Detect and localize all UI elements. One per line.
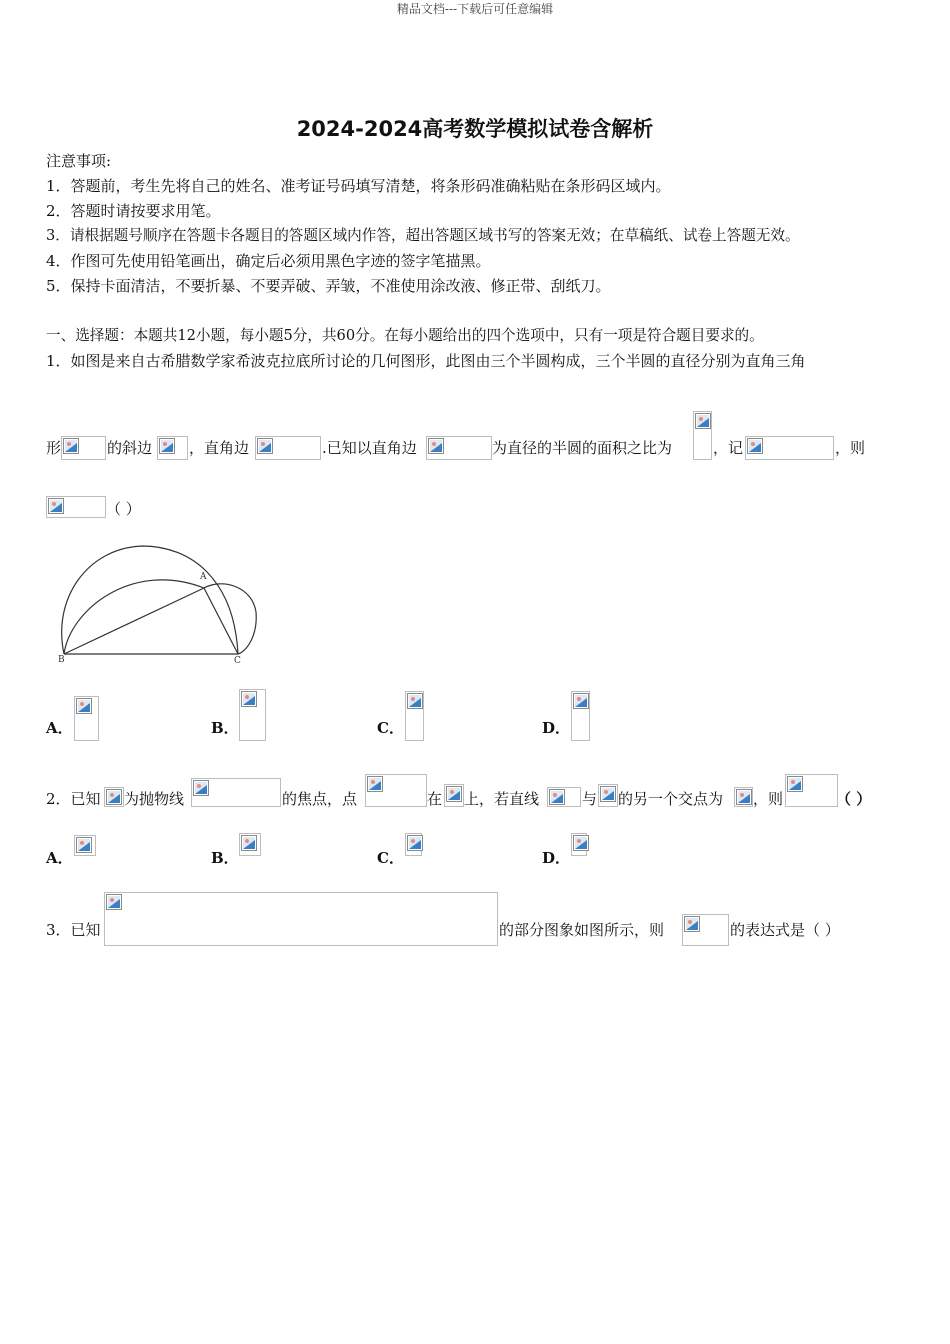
formula-image-placeholder	[191, 778, 281, 807]
notice-item: 5．保持卡面清洁，不要折暴、不要弄破、弄皱，不准使用涂改液、修正带、刮纸刀。	[46, 277, 611, 295]
broken-image-icon	[48, 498, 64, 514]
formula-image-placeholder	[74, 835, 96, 856]
formula-image-placeholder	[239, 689, 266, 741]
broken-image-icon	[106, 789, 122, 805]
formula-image-placeholder	[104, 892, 498, 946]
broken-image-icon	[193, 780, 209, 796]
broken-image-icon	[573, 693, 589, 709]
answer-paren: （ ）	[836, 790, 872, 808]
q2-text: 2．已知	[46, 790, 101, 808]
broken-image-icon	[787, 776, 803, 792]
semicircle-bc	[62, 546, 238, 654]
broken-image-icon	[76, 837, 92, 853]
formula-image-placeholder	[239, 833, 261, 856]
q2-text: 为抛物线	[124, 790, 185, 808]
formula-image-placeholder	[598, 784, 618, 807]
option-a: A．	[46, 849, 73, 867]
option-d: D．	[542, 849, 571, 867]
q1-text: 为直径的半圆的面积之比为	[492, 439, 673, 457]
q2-text: 上，若直线	[464, 790, 540, 808]
formula-image-placeholder	[444, 784, 464, 807]
q1-text: ，则	[835, 439, 866, 457]
formula-image-placeholder	[405, 691, 424, 741]
formula-image-placeholder	[571, 833, 587, 856]
broken-image-icon	[736, 789, 752, 805]
broken-image-icon	[367, 776, 383, 792]
notice-item: 2．答题时请按要求用笔。	[46, 202, 221, 220]
formula-image-placeholder	[157, 436, 188, 460]
semicircle-ab	[64, 580, 204, 654]
broken-image-icon	[241, 835, 257, 851]
notice-item: 4．作图可先使用铅笔画出，确定后必须用黑色字迹的签字笔描黑。	[46, 252, 491, 270]
segment-ab	[64, 588, 204, 654]
page-title: 2024-2024高考数学模拟试卷含解析	[296, 117, 654, 141]
broken-image-icon	[106, 894, 122, 910]
broken-image-icon	[407, 835, 423, 851]
q1-stem-line1: 1．如图是来自古希腊数学家希波克拉底所讨论的几何图形，此图由三个半圆构成，三个半圆的直径分别为直角三角	[46, 352, 806, 370]
option-c: C．	[377, 849, 404, 867]
formula-image-placeholder	[785, 774, 838, 807]
broken-image-icon	[573, 835, 589, 851]
q1-text: 形	[46, 439, 62, 457]
notice-heading: 注意事项:	[46, 152, 112, 170]
q3-text: 3．已知	[46, 921, 101, 939]
q1-text: .已知以直角边	[322, 439, 417, 457]
broken-image-icon	[63, 438, 79, 454]
q3-text: 的部分图象如图所示，则	[499, 921, 665, 939]
option-b: B．	[211, 719, 239, 737]
broken-image-icon	[257, 438, 273, 454]
semicircle-ac	[204, 584, 256, 654]
formula-image-placeholder	[104, 787, 124, 807]
point-c-label: C	[234, 656, 241, 666]
section-heading: 一、选择题：本题共12小题，每小题5分，共60分。在每小题给出的四个选项中，只有一项是符合题目要求的。	[46, 327, 764, 344]
notice-item: 3．请根据题号顺序在答题卡各题目的答题区域内作答，超出答题区域书写的答案无效；在草稿纸、试卷上答题无效。	[46, 227, 800, 244]
broken-image-icon	[407, 693, 423, 709]
notice-item: 1．答题前，考生先将自己的姓名、准考证号码填写清楚，将条形码准确粘贴在条形码区域内。	[46, 177, 671, 195]
option-c: C．	[377, 719, 404, 737]
broken-image-icon	[600, 786, 616, 802]
q3-text: 的表达式是（ ）	[730, 921, 840, 939]
formula-image-placeholder	[405, 833, 422, 856]
broken-image-icon	[241, 691, 257, 707]
q2-text: ，则	[753, 790, 784, 808]
formula-image-placeholder	[365, 774, 427, 807]
formula-image-placeholder	[693, 411, 712, 460]
point-a-label: A	[200, 572, 207, 582]
broken-image-icon	[695, 413, 711, 429]
broken-image-icon	[76, 698, 92, 714]
formula-image-placeholder	[734, 787, 753, 807]
formula-image-placeholder	[745, 436, 834, 460]
option-b: B．	[211, 849, 239, 867]
formula-image-placeholder	[61, 436, 106, 460]
point-b-label: B	[58, 655, 65, 665]
broken-image-icon	[446, 786, 462, 802]
q2-text: 的焦点，点	[282, 790, 358, 808]
broken-image-icon	[549, 789, 565, 805]
formula-image-placeholder	[571, 691, 590, 741]
hippocrates-lune-figure	[52, 540, 266, 666]
q1-text: ，直角边	[189, 439, 250, 457]
answer-paren: （ ）	[106, 500, 141, 518]
formula-image-placeholder	[547, 787, 581, 807]
formula-image-placeholder	[255, 436, 321, 460]
broken-image-icon	[747, 438, 763, 454]
q2-text: 在	[427, 790, 443, 808]
formula-image-placeholder	[46, 496, 106, 518]
option-a: A．	[46, 719, 73, 737]
q1-text: 的斜边	[107, 439, 153, 457]
formula-image-placeholder	[426, 436, 492, 460]
formula-image-placeholder	[74, 696, 99, 741]
broken-image-icon	[684, 916, 700, 932]
formula-image-placeholder	[682, 914, 729, 946]
broken-image-icon	[428, 438, 444, 454]
option-d: D．	[542, 719, 571, 737]
q2-text: 与	[582, 790, 598, 808]
q1-text: ，记	[713, 439, 744, 457]
q2-text: 的另一个交点为	[618, 790, 724, 808]
header-note: 精品文档---下载后可任意编辑	[396, 2, 554, 16]
broken-image-icon	[159, 438, 175, 454]
